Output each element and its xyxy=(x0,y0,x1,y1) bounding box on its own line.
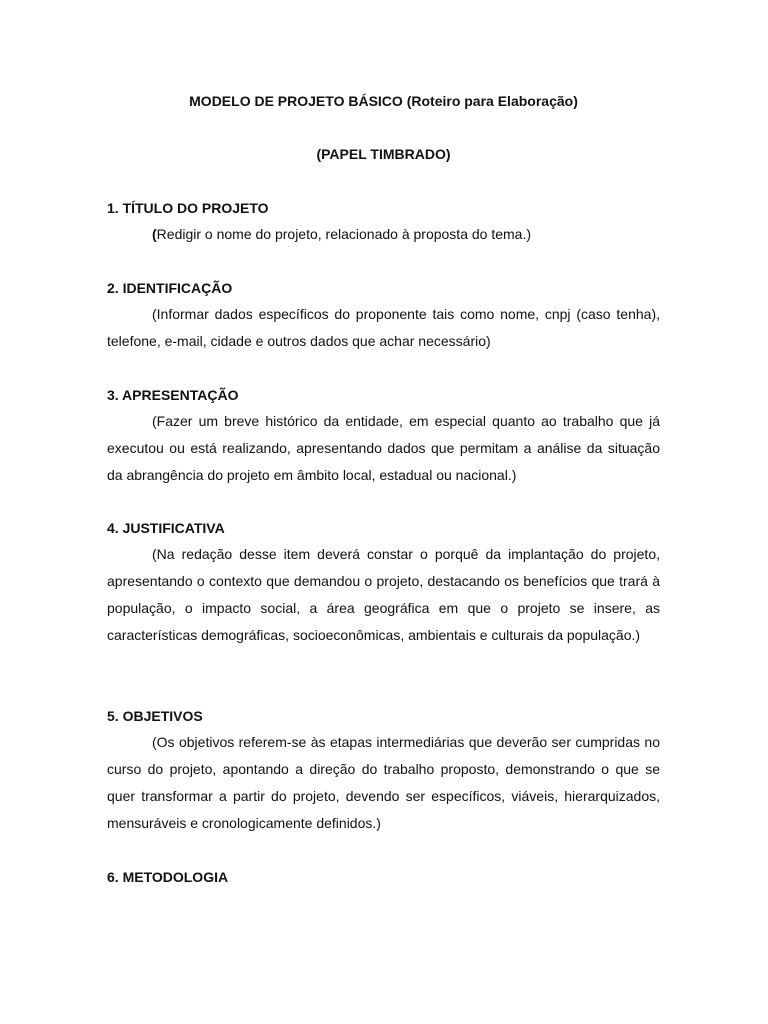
section-text-justificativa: (Na redação desse item deverá constar o porquê da implantação do projeto, apresentando o contexto que demandou o projeto, destacando os benefícios que trará à população, o impacto social, a área geográfica em que o projeto se insere, as características demográficas, socioeconômicas, ambientais e culturais da população.) xyxy=(107,546,660,643)
section-text-apresentacao: (Fazer um breve histórico da entidade, em especial quanto ao trabalho que já executou ou está realizando, apresentando dados que permitam a análise da situação da abrangência do projeto em âmbito local, estadual ou nacional.) xyxy=(107,413,660,483)
document-title-sub: (Roteiro para Elaboração) xyxy=(406,93,578,109)
section-heading-identificacao: 2. IDENTIFICAÇÃO xyxy=(107,280,233,296)
section-heading-titulo: 1. TÍTULO DO PROJETO xyxy=(107,200,269,216)
document-title-main: MODELO DE PROJETO BÁSICO xyxy=(189,93,403,109)
section-text-titulo xyxy=(107,221,660,248)
section-text-titulo-lead: ( xyxy=(152,226,157,242)
section-heading-justificativa: 4. JUSTIFICATIVA xyxy=(107,520,225,536)
section-text-titulo-body: Redigir o nome do projeto, relacionado à proposta do tema.) xyxy=(156,226,532,242)
section-heading-apresentacao: 3. APRESENTAÇÃO xyxy=(107,387,239,403)
document-title xyxy=(107,91,660,111)
section-heading-objetivos: 5. OBJETIVOS xyxy=(107,708,203,724)
section-heading-metodologia: 6. METODOLOGIA xyxy=(107,869,229,885)
letterhead-note: (PAPEL TIMBRADO) xyxy=(316,146,451,162)
section-text-objetivos: (Os objetivos referem-se às etapas intermediárias que deverão ser cumpridas no curso do projeto, apontando a direção do trabalho proposto, demonstrando o que se quer transformar a partir do projeto, devendo ser específicos, viáveis, hierarquizados, mensuráveis e cronologicamente definidos.) xyxy=(107,734,660,831)
section-text-identificacao: (Informar dados específicos do proponente tais como nome, cnpj (caso tenha), telefone, e-mail, cidade e outros dados que achar necessário) xyxy=(107,306,660,349)
